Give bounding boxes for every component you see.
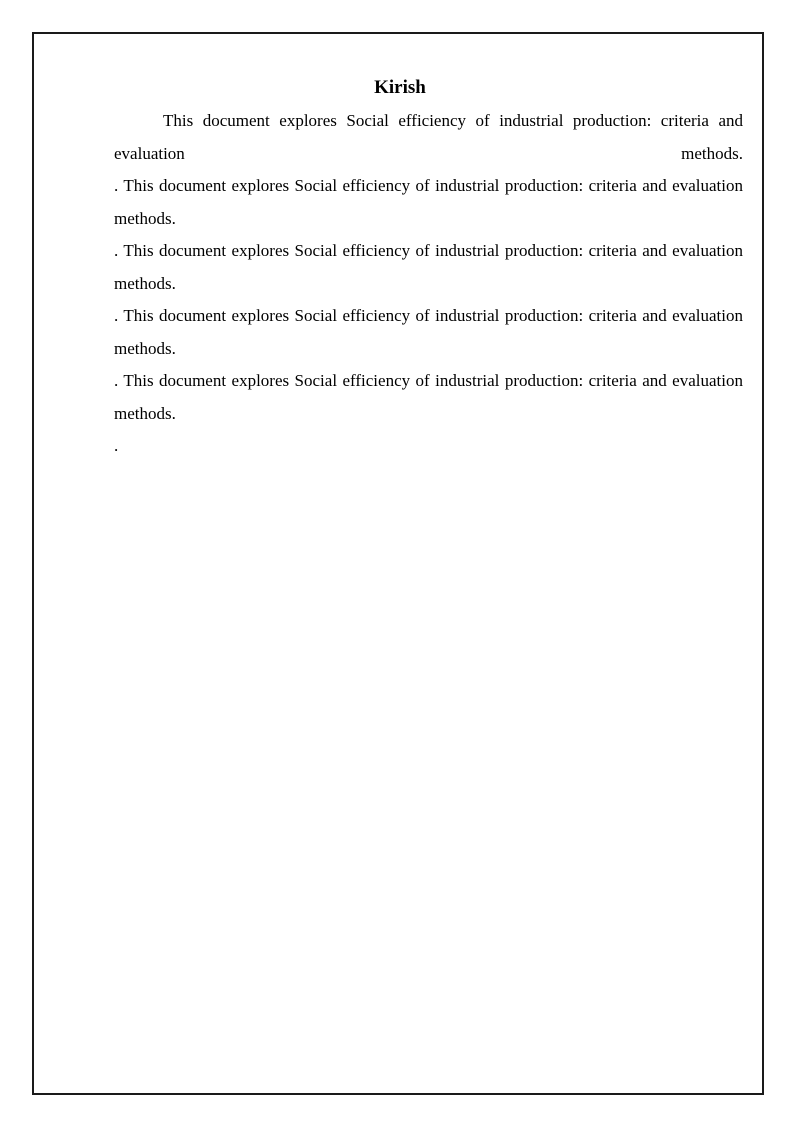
- body-paragraph: . This document explores Social efficiency of industrial production: criteria and evaluation methods.: [114, 306, 743, 358]
- body-paragraph: . This document explores Social efficiency of industrial production: criteria and evaluation methods.: [114, 176, 743, 228]
- document-heading: Kirish: [374, 77, 426, 98]
- body-paragraph: . This document explores Social efficiency of industrial production: criteria and evaluation methods.: [114, 371, 743, 423]
- body-paragraph: .: [114, 436, 119, 455]
- document-body: [114, 105, 743, 463]
- body-paragraph: This document explores Social efficiency of industrial production: criteria and evaluation methods.: [114, 111, 743, 163]
- body-paragraph: . This document explores Social efficiency of industrial production: criteria and evaluation methods.: [114, 241, 743, 293]
